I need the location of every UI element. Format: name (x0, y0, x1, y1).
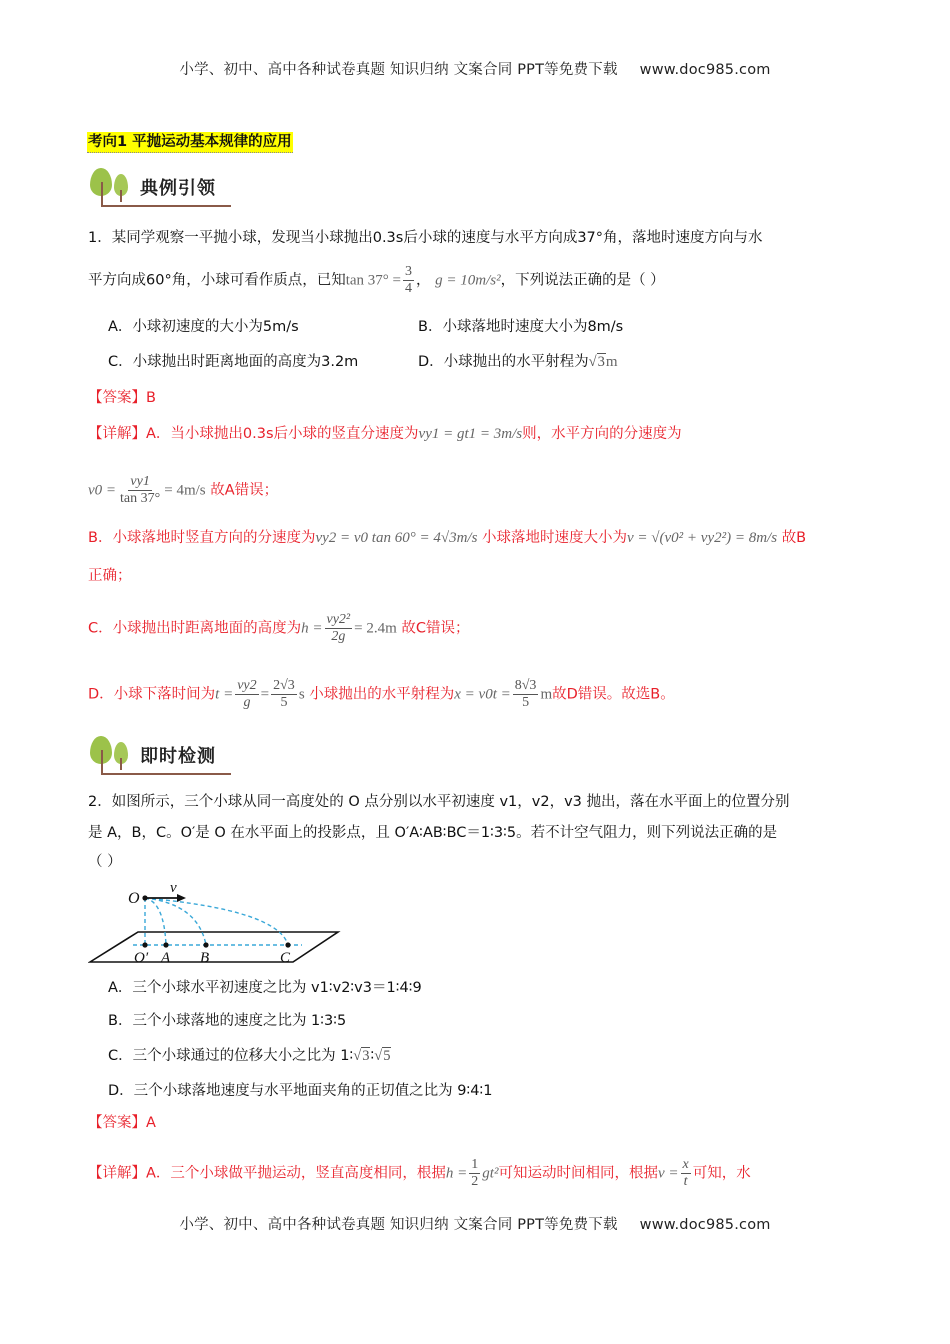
math-expr: v = √(v0² + vy2²) = 8m/s (627, 530, 778, 546)
detail-text: 可知运动时间相同，根据 (498, 1165, 658, 1182)
radicand: 3 (597, 354, 605, 370)
frac-den: t (683, 1174, 688, 1189)
label-B: B (200, 950, 210, 966)
sqrt: √3 (353, 1048, 370, 1064)
q1-detail-a2 (88, 474, 278, 507)
q1-stem-line1: 1．某同学观察一平抛小球，发现当小球抛出0.3s后小球的速度与水平方向成37°角，落地时速度方向与水 (88, 230, 763, 246)
detail-text: D．小球下落时间为 (88, 686, 216, 703)
q1-answer: 【答案】B (88, 390, 156, 406)
frac-den: g (243, 695, 251, 710)
topic-heading: 考向1 平抛运动基本规律的应用 (87, 132, 293, 153)
page-footer (0, 1213, 950, 1234)
detail-text: 则，水平方向的分速度为 (522, 426, 682, 442)
detail-text: 故A错误； (210, 482, 279, 499)
frac-num: 2√3 (273, 678, 295, 693)
sqrt: √3 (588, 354, 605, 370)
frac-den: 5 (522, 695, 530, 710)
badge-underline (101, 773, 231, 775)
label-O-prime: O′ (134, 950, 149, 966)
q2-stem-line1: 2．如图所示，三个小球从同一高度处的 O 点分别以水平初速度 v1，v2，v3 抛出，落在水平面上的位置分别 (88, 794, 790, 810)
fraction (325, 612, 353, 645)
section-example-badge (88, 168, 238, 208)
q1-option-b[interactable]: B．小球落地时速度大小为8m/s (418, 319, 624, 335)
q2-option-d[interactable]: D．三个小球落地速度与水平地面夹角的正切值之比为 9∶4∶1 (108, 1083, 493, 1099)
q1-detail-c (88, 612, 470, 645)
label-O: O (128, 890, 140, 907)
fraction (469, 1157, 480, 1190)
q2-option-a[interactable]: A．三个小球水平初速度之比为 v1∶v2∶v3＝1∶4∶9 (108, 980, 422, 996)
detail-text: 可知，水 (692, 1165, 751, 1182)
projectile-diagram (88, 880, 348, 968)
math-expr: vy2 = v0 tan 60° = 4√3m/s (315, 530, 478, 546)
section-title: 即时检测 (140, 746, 216, 767)
q2-option-b[interactable]: B．三个小球落地的速度之比为 1∶3∶5 (108, 1013, 347, 1029)
q1-option-c[interactable]: C．小球抛出时距离地面的高度为3.2m (108, 354, 359, 370)
math-lhs: v0 = (88, 482, 117, 499)
option-text: C．三个小球通过的位移大小之比为 1∶ (108, 1048, 354, 1064)
detail-text: 故D错误。故选B。 (552, 686, 675, 703)
math-lhs: x = v0t = (454, 686, 511, 703)
q1-option-d[interactable] (418, 352, 618, 372)
q1-detail-a (88, 424, 682, 444)
detail-text: 故C错误； (401, 620, 470, 637)
detail-text: 小球落地时速度大小为 (482, 530, 628, 546)
tree-trunk (120, 758, 122, 770)
math-lhs: t = (215, 686, 234, 703)
unit: m (605, 354, 618, 370)
footer-url[interactable]: www.doc985.com (639, 1217, 771, 1233)
q1-stem-text: 平方向成60°角，小球可看作质点，已知 (88, 272, 346, 289)
math-g: g = 10m/s² (435, 272, 501, 289)
q1-detail-b-cont: 正确； (88, 568, 132, 584)
q1-stem-end: ，下列说法正确的是（ ） (500, 272, 665, 289)
fraction (403, 264, 414, 297)
label-v: v (170, 880, 177, 896)
detail-text: 故B (781, 530, 807, 546)
radicand: 3 (362, 1048, 370, 1064)
q1-option-a[interactable]: A．小球初速度的大小为5m/s (108, 319, 299, 335)
math-rhs: = 4m/s (164, 482, 206, 499)
math-rhs: gt² (482, 1165, 499, 1182)
sqrt: √5 (374, 1048, 391, 1064)
frac-num: vy2² (326, 612, 351, 627)
frac-den: 5 (280, 695, 288, 710)
math-rhs: = 2.4m (354, 620, 397, 637)
math-tan: tan 37° = (345, 272, 401, 289)
header-url[interactable]: www.doc985.com (639, 62, 771, 78)
frac-num: vy1 (130, 474, 150, 489)
q2-detail (88, 1157, 751, 1190)
badge-vline (101, 182, 103, 206)
footer-text: 小学、初中、高中各种试卷真题 知识归纳 文案合同 PPT等免费下载 (179, 1217, 618, 1233)
q2-option-c[interactable] (108, 1046, 391, 1066)
frac-num: 3 (405, 264, 412, 279)
math-lhs: h = (301, 620, 323, 637)
detail-text: 小球抛出的水平射程为 (309, 686, 455, 703)
frac-den: 4 (405, 281, 412, 296)
option-text: D．小球抛出的水平射程为 (418, 354, 589, 370)
tree-trunk (120, 190, 122, 202)
badge-underline (101, 205, 231, 207)
frac-num: 1 (471, 1157, 479, 1172)
unit: m (540, 686, 553, 703)
sep: ∶ (370, 1048, 375, 1064)
q2-stem-line2: 是 A，B，C。O′是 O 在水平面上的投影点，且 O′A∶AB∶BC＝1∶3∶5。若不计空气阻力，则下列说法正确的是 (88, 825, 778, 841)
math-lhs: h = (445, 1165, 468, 1182)
frac-den: 2g (331, 629, 346, 644)
fraction (118, 474, 162, 507)
diagram-svg (88, 880, 348, 968)
frac-num: 8√3 (514, 678, 537, 693)
fraction (271, 678, 297, 711)
frac-den: 2 (471, 1174, 479, 1189)
q1-stem-line2 (88, 264, 665, 297)
fraction (513, 678, 539, 711)
radicand: 5 (383, 1048, 391, 1064)
q2-stem-line3: （ ） (88, 854, 122, 870)
fraction (235, 678, 258, 711)
detail-text: C．小球抛出时距离地面的高度为 (88, 620, 302, 637)
sep: ， (416, 272, 431, 289)
fraction (681, 1157, 691, 1190)
detail-text: 【详解】A．三个小球做平抛运动，竖直高度相同，根据 (88, 1165, 446, 1182)
q2-answer: 【答案】A (88, 1115, 156, 1131)
detail-text: B．小球落地时竖直方向的分速度为 (88, 530, 316, 546)
detail-text: 【详解】A．当小球抛出0.3s后小球的竖直分速度为 (88, 426, 419, 442)
page-header (0, 58, 950, 79)
frac-num: x (682, 1157, 689, 1172)
label-A: A (161, 950, 171, 966)
q1-detail-b (88, 528, 806, 548)
math-lhs: v = (657, 1165, 679, 1182)
math-expr: vy1 = gt1 = 3m/s (418, 426, 523, 442)
badge-vline (101, 750, 103, 774)
section-check-badge (88, 736, 238, 776)
q1-detail-d: D．小球下落时间为t = $\frac{vy2}{g}$ = $\frac{2√3}{5}$ s 小球抛出的水平射程为x = v0t = $\frac{8√3}{5}$ m故D错误。故选B。 (88, 678, 675, 710)
section-title: 典例引领 (140, 178, 216, 199)
frac-den: tan 37° (120, 491, 161, 506)
header-text: 小学、初中、高中各种试卷真题 知识归纳 文案合同 PPT等免费下载 (179, 62, 618, 78)
unit: s (298, 686, 305, 703)
label-C: C (280, 950, 291, 966)
frac-num: vy2 (237, 678, 257, 693)
